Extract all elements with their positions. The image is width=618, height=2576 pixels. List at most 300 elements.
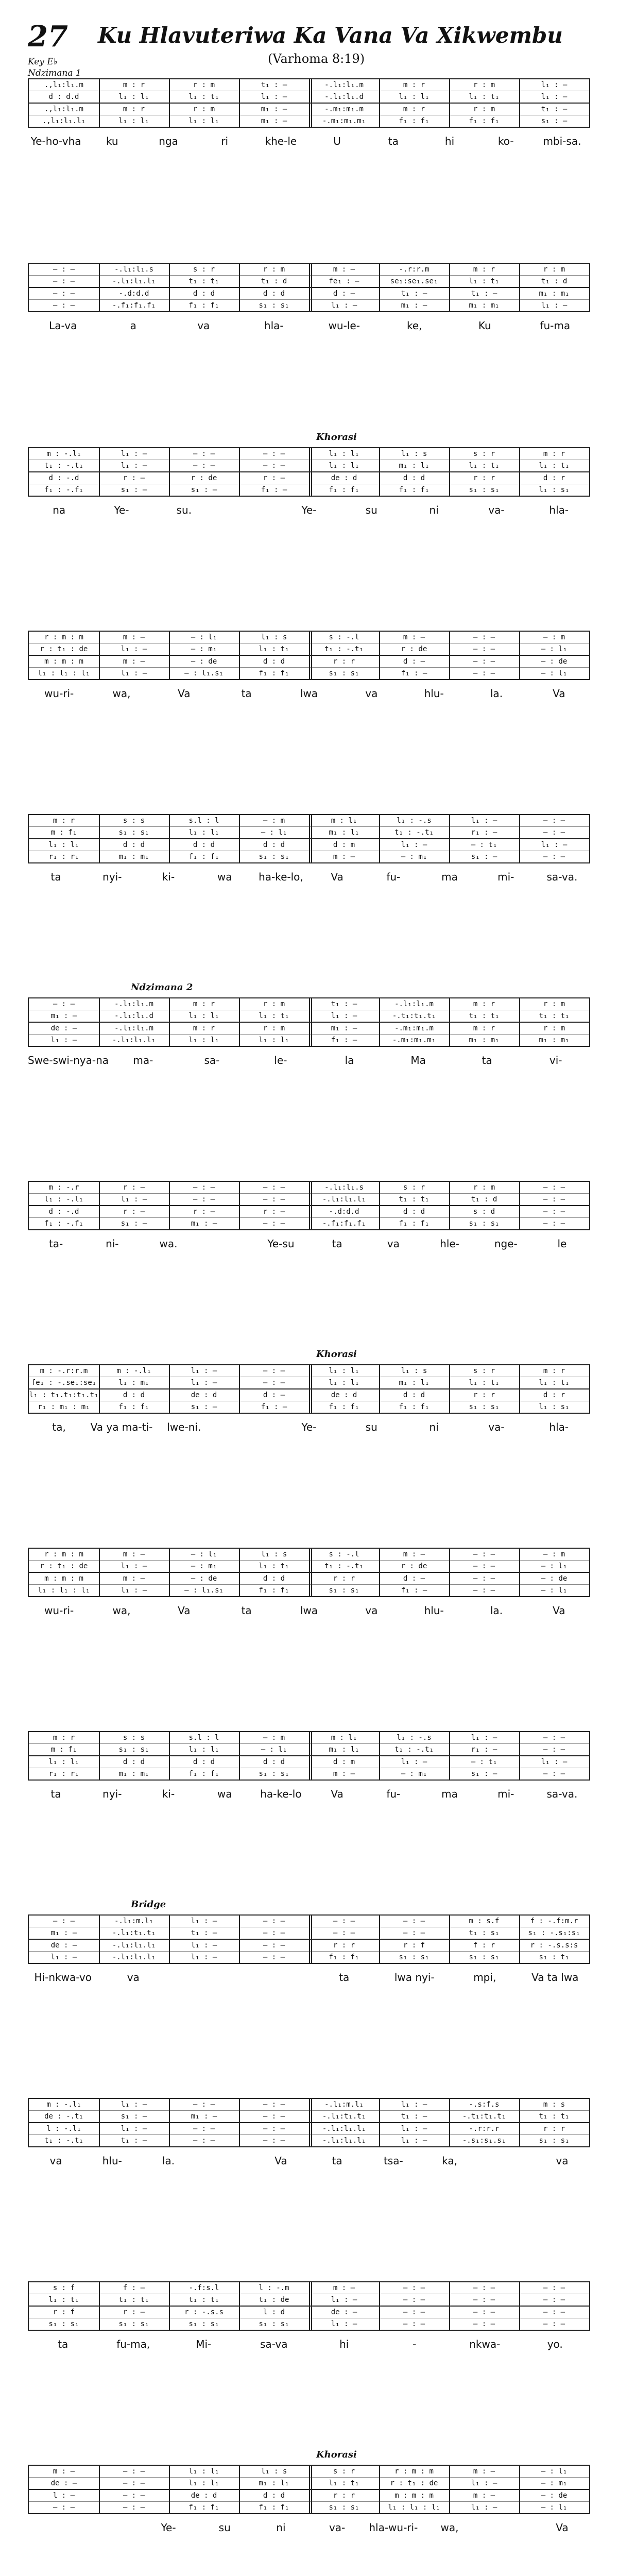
note-cell: l₁ : l₁ [188, 2479, 219, 2487]
note-cell: f₁ : f₁ [399, 117, 430, 125]
section-label: Khorasi [316, 1349, 357, 1360]
note-cell: f₁ : f₁ [469, 117, 500, 125]
lyrics-line [28, 135, 590, 147]
note-cell: r : m [263, 1024, 285, 1032]
sol-fa-staff [28, 1731, 590, 1781]
lyric-syllable: hlu- [102, 2155, 122, 2167]
lyric-syllable: Va [274, 2155, 287, 2167]
lyric-syllable [215, 504, 278, 516]
note-cell: — : — [263, 1953, 285, 1961]
bar-line [519, 1365, 520, 1413]
lyric-syllable: ta [241, 687, 252, 700]
lyric-syllable: la. [490, 1604, 503, 1617]
note-cell: — : — [403, 2284, 425, 2292]
lyric-syllable: wu-ri- [44, 687, 74, 700]
note-cell: l₁ : — [191, 1367, 217, 1375]
lyric-syllable: ma [441, 1788, 458, 1800]
lyric-syllable: ta [482, 1054, 492, 1066]
note-cell: m : — [53, 2467, 75, 2476]
note-cell: -.l₁:l₁.l₁ [322, 2137, 366, 2145]
note-cell: f₁ : f₁ [399, 1403, 430, 1411]
sol-fa-staff [28, 997, 590, 1047]
note-cell: -.l₁:l₁.d [324, 93, 364, 101]
note-cell: t₁ : — [191, 1929, 217, 1937]
lyric-syllable: yo. [547, 2338, 563, 2350]
note-cell: m₁ : — [50, 1929, 77, 1937]
note-cell: — : — [473, 2308, 495, 2316]
bar-line [449, 1732, 450, 1780]
note-cell: — : — [473, 2296, 495, 2304]
note-cell: f₁ : -.f₁ [44, 1219, 83, 1228]
note-cell: — : — [543, 2320, 565, 2328]
note-cell: l₁ : l₁ [259, 1036, 289, 1044]
note-cell: de : — [50, 2479, 77, 2487]
note-cell: r₁ : — [471, 1745, 497, 1754]
note-cell: t₁ : — [331, 1000, 357, 1008]
music-system [28, 814, 590, 883]
bar-line [309, 1549, 312, 1596]
note-cell: f₁ : f₁ [259, 2503, 289, 2512]
note-cell: m : l₁ [331, 1734, 357, 1742]
note-cell: f₁ : f₁ [399, 486, 430, 494]
section-label: Khorasi [316, 2449, 357, 2460]
note-cell: — : — [53, 277, 75, 285]
bar-line [519, 2099, 520, 2146]
note-cell: l : — [53, 2492, 75, 2500]
note-cell: r : t₁ : de [40, 645, 88, 653]
note-cell: s₁ : t₁ [539, 1953, 570, 1961]
note-cell: t₁ : d [261, 277, 287, 285]
note-cell: l₁ : l₁ [188, 1012, 219, 1020]
note-cell: l₁ : l₁ [188, 1745, 219, 1754]
lyric-syllable: su [365, 504, 377, 516]
bar-line [449, 998, 450, 1046]
sol-fa-staff [28, 263, 590, 312]
bar-line [379, 815, 380, 862]
bar-line [519, 448, 520, 496]
bar-line [519, 264, 520, 311]
lyric-syllable: ta [241, 1604, 252, 1617]
music-system [28, 631, 590, 700]
note-cell: r : r [543, 2125, 565, 2133]
note-cell: t₁ : t₁ [539, 1012, 570, 1020]
note-cell: s : -.l [329, 1550, 359, 1558]
note-cell: m : r [193, 1000, 215, 1008]
note-cell: t₁ : -.t₁ [394, 828, 434, 837]
bar-line [519, 2282, 520, 2330]
bar-line [449, 1916, 450, 1963]
bar-line [519, 815, 520, 862]
note-cell: m : r [123, 105, 145, 113]
lyric-syllable: wu-le- [328, 319, 360, 332]
note-cell: s : d [473, 1208, 495, 1216]
lyric-syllable: lwe-ni. [167, 1421, 201, 1433]
note-cell: — : l₁ [191, 633, 217, 641]
note-cell: -.l₁:l₁.l₁ [112, 1953, 156, 1961]
note-cell: l₁ : — [541, 301, 568, 310]
note-cell: l₁ : l₁ [118, 93, 149, 101]
bar-line [169, 815, 170, 862]
note-cell: t₁ : — [261, 81, 287, 89]
lyric-syllable: ta [332, 2155, 342, 2167]
bar-line [449, 1549, 450, 1596]
lyric-syllable: fu- [386, 871, 401, 883]
note-cell: — : m [263, 817, 285, 825]
lyric-syllable: Va [553, 687, 565, 700]
note-cell: de : d [191, 2492, 217, 2500]
bar-line [99, 2466, 100, 2513]
note-cell: s₁ : s₁ [469, 486, 500, 494]
note-cell: r₁ : — [471, 828, 497, 837]
note-cell: d : — [333, 290, 355, 298]
note-cell: — : — [193, 450, 215, 458]
note-cell: s : r [403, 1183, 425, 1192]
note-cell: l₁ : — [121, 645, 147, 653]
note-cell: l₁ : — [401, 2100, 427, 2109]
note-cell: l₁ : — [331, 2296, 357, 2304]
note-cell: — : — [543, 1770, 565, 1778]
note-cell: r : m [543, 265, 565, 274]
lyric-syllable: hle- [440, 1238, 459, 1250]
note-cell: s₁ : — [471, 1770, 497, 1778]
lyrics-line [28, 2155, 590, 2167]
note-cell: — : m₁ [191, 645, 217, 653]
note-cell: -.m₁:m₁.m [324, 105, 364, 113]
note-cell: m₁ : — [191, 1219, 217, 1228]
note-cell: l₁ : t₁ [469, 1379, 500, 1387]
note-cell: f₁ : — [401, 669, 427, 677]
scripture-subtitle: (Varhoma 8:19) [268, 52, 365, 66]
note-cell: s₁ : — [121, 1219, 147, 1228]
note-cell: l₁ : — [191, 1379, 217, 1387]
hymn-title: Ku Hlavuteriwa Ka Vana Va Xikwembu [98, 23, 563, 48]
note-cell: d : d [193, 841, 215, 849]
lyric-syllable: va [127, 1971, 140, 1984]
note-cell: m : f₁ [50, 828, 77, 837]
bar-line [169, 1182, 170, 1229]
note-cell: l₁ : — [331, 1012, 357, 1020]
lyric-syllable: ha-ke-lo, [259, 871, 303, 883]
bar-line [309, 815, 312, 862]
lyric-syllable: a [130, 319, 136, 332]
note-cell: t₁ : t₁ [188, 277, 219, 285]
lyric-syllable: Mi- [196, 2338, 212, 2350]
note-cell: — : — [403, 1917, 425, 1925]
note-cell: se₁:se₁.se₁ [390, 277, 438, 285]
note-cell: l₁ : l₁ [188, 1036, 219, 1044]
note-cell: d : d [123, 841, 145, 849]
lyric-syllable: va- [488, 504, 505, 516]
note-cell: l₁ : t₁ [259, 1012, 289, 1020]
lyrics-line [28, 871, 590, 883]
note-cell: t₁ : — [541, 105, 568, 113]
note-cell: m₁ : m₁ [118, 1770, 149, 1778]
note-cell: l₁ : t₁.t₁:t₁.t₁ [29, 1391, 99, 1399]
note-cell: — : m₁ [401, 1770, 427, 1778]
note-cell: — : — [543, 817, 565, 825]
bar-line [449, 2466, 450, 2513]
note-cell: — : — [263, 1379, 285, 1387]
note-cell: — : — [473, 1562, 495, 1570]
bar-line [169, 79, 170, 127]
lyric-syllable: va [197, 319, 210, 332]
lyric-syllable: ta- [48, 1238, 63, 1250]
note-cell: s₁ : s₁ [539, 2137, 570, 2145]
bar-line [379, 1732, 380, 1780]
music-system [28, 1899, 590, 1984]
note-cell: — : de [541, 1574, 568, 1583]
note-cell: — : l₁ [261, 1745, 287, 1754]
note-cell: l₁ : l₁ : l₁ [38, 1586, 90, 1595]
note-cell: -.l₁:l₁.l₁ [112, 1036, 156, 1044]
lyrics-line [28, 2338, 590, 2350]
note-cell: — : — [543, 1208, 565, 1216]
lyric-syllable: La-va [49, 319, 77, 332]
note-cell: de : — [50, 1024, 77, 1032]
note-cell: r₁ : r₁ [48, 853, 79, 861]
sol-fa-staff [28, 631, 590, 680]
note-cell: -.l₁:l₁.m [394, 1000, 434, 1008]
note-cell: m₁ : — [50, 1012, 77, 1020]
note-cell: s : r [473, 1367, 495, 1375]
music-system [28, 1731, 590, 1800]
lyric-syllable [478, 2521, 534, 2534]
note-cell: -.l₁:l₁.m [324, 81, 364, 89]
lyric-syllable: la. [490, 687, 503, 700]
bar-line [309, 264, 312, 311]
bar-line [309, 998, 312, 1046]
note-cell: m₁ : — [401, 301, 427, 310]
note-cell: m : l₁ [331, 817, 357, 825]
note-cell: s₁ : — [191, 1403, 217, 1411]
note-cell: — : — [123, 2479, 145, 2487]
bar-line [169, 2466, 170, 2513]
note-cell: t₁ : -.t₁ [324, 645, 364, 653]
lyric-syllable: hla- [549, 504, 569, 516]
lyric-syllable: hla- [549, 1421, 569, 1433]
note-cell: l₁ : l₁ [188, 828, 219, 837]
bar-line [169, 1916, 170, 1963]
note-cell: — : — [53, 290, 75, 298]
note-cell: -.f:s.l [188, 2284, 219, 2292]
lyric-syllable: nyi- [102, 1788, 122, 1800]
note-cell: r : m [263, 1000, 285, 1008]
lyric-syllable: fu- [386, 1788, 401, 1800]
note-cell: m₁ : l₁ [399, 1379, 430, 1387]
note-cell: l : -.m [259, 2284, 289, 2292]
lyric-syllable: Va [178, 687, 191, 700]
lyrics-line [28, 1238, 590, 1250]
note-cell: — : — [473, 2284, 495, 2292]
note-cell: — : — [263, 1183, 285, 1192]
note-cell: — : — [263, 1917, 285, 1925]
note-cell: l₁ : — [401, 2137, 427, 2145]
bar-line [99, 998, 100, 1046]
note-cell: s₁ : s₁ [329, 669, 359, 677]
note-cell: s : -.l [329, 633, 359, 641]
lyric-syllable: Va ta lwa [531, 1971, 579, 1984]
bar-line [239, 448, 240, 496]
note-cell: — : — [123, 2492, 145, 2500]
note-cell: m : — [333, 853, 355, 861]
lyrics-line [28, 1604, 590, 1617]
note-cell: — : — [263, 1941, 285, 1950]
note-cell: l₁ : — [331, 301, 357, 310]
bar-line [169, 1365, 170, 1413]
note-cell: d : d [263, 2492, 285, 2500]
note-cell: r : m [543, 1024, 565, 1032]
bar-line [169, 448, 170, 496]
note-cell: t₁ : -.t₁ [44, 2137, 83, 2145]
note-cell: l₁ : — [541, 81, 568, 89]
lyrics-line [28, 2521, 590, 2534]
lyric-syllable: ta [388, 135, 399, 147]
note-cell: m₁ : l₁ [329, 1745, 359, 1754]
note-cell: r : f [53, 2308, 75, 2316]
lyric-syllable: tsa- [383, 2155, 403, 2167]
bar-line [99, 2099, 100, 2146]
lyric-syllable: ri [221, 135, 229, 147]
note-cell: — : — [473, 1574, 495, 1583]
bar-line [379, 1549, 380, 1596]
section-label: Bridge [131, 1899, 166, 1910]
note-cell: — : — [53, 301, 75, 310]
bar-line [519, 2466, 520, 2513]
lyric-syllable: sa-va [260, 2338, 288, 2350]
note-cell: -.l₁:l₁.l₁ [112, 277, 156, 285]
lyrics-line [28, 1421, 590, 1433]
note-cell: d : — [263, 1391, 285, 1399]
note-cell: — : l₁ [541, 645, 568, 653]
note-cell: — : — [193, 462, 215, 470]
note-cell: — : de [541, 657, 568, 666]
lyric-syllable: vi- [549, 1054, 562, 1066]
note-cell: l₁ : — [121, 669, 147, 677]
bar-line [379, 2282, 380, 2330]
bar-line [309, 1182, 312, 1229]
note-cell: t₁ : t₁ [539, 2112, 570, 2121]
note-cell: — : — [263, 1219, 285, 1228]
note-cell: — : l₁ [541, 669, 568, 677]
note-cell: — : — [473, 1550, 495, 1558]
note-cell: -.l₁:m.l₁ [324, 2100, 364, 2109]
note-cell: l₁ : t₁ [469, 462, 500, 470]
note-cell: — : — [123, 2467, 145, 2476]
lyric-syllable: va [365, 1604, 378, 1617]
bar-line [379, 2099, 380, 2146]
note-cell: — : — [263, 2112, 285, 2121]
note-cell: — : m [543, 633, 565, 641]
lyric-syllable [197, 1238, 253, 1250]
note-cell: s₁ : -.s₁:s₁ [528, 1929, 580, 1937]
note-cell: l : -.l₁ [46, 2125, 81, 2133]
note-cell: — : — [543, 1195, 565, 1204]
note-cell: s₁ : s₁ [329, 2503, 359, 2512]
bar-line [449, 2282, 450, 2330]
bar-line [99, 2282, 100, 2330]
bar-line [239, 1549, 240, 1596]
note-cell: m : — [123, 657, 145, 666]
note-cell: m : r [193, 1024, 215, 1032]
bar-line [449, 264, 450, 311]
note-cell: r : — [263, 474, 285, 482]
note-cell: — : t₁ [471, 841, 497, 849]
bar-line [519, 79, 520, 127]
note-cell: l₁ : — [261, 93, 287, 101]
lyric-syllable [84, 2521, 140, 2534]
note-cell: -.f₁:f₁.f₁ [322, 1219, 366, 1228]
note-cell: r : -.s.s [184, 2308, 224, 2316]
music-system [28, 982, 590, 1066]
lyric-syllable: mi- [497, 1788, 514, 1800]
note-cell: de : d [331, 1391, 357, 1399]
note-cell: r : m : m [394, 2467, 434, 2476]
note-cell: — : — [263, 2125, 285, 2133]
music-system [28, 432, 590, 516]
lyric-syllable [168, 1971, 239, 1984]
note-cell: — : l₁ [541, 2467, 568, 2476]
note-cell: m : r [473, 1000, 495, 1008]
section-label: Khorasi [316, 432, 357, 443]
note-cell: d : m [333, 1758, 355, 1766]
note-cell: m₁ : l₁ [329, 828, 359, 837]
note-cell: m : s [543, 2100, 565, 2109]
note-cell: -.l₁:l₁.d [114, 1012, 153, 1020]
note-cell: — : de [191, 1574, 217, 1583]
note-cell: r : m [473, 105, 495, 113]
note-cell: m : r [403, 105, 425, 113]
note-cell: -.l₁:l₁.l₁ [322, 1195, 366, 1204]
note-cell: m : — [333, 2284, 355, 2292]
note-cell: — : l₁ [541, 1562, 568, 1570]
lyric-syllable: mpi, [473, 1971, 496, 1984]
lyric-syllable: lwa nyi- [394, 1971, 435, 1984]
note-cell: -.l₁:l₁.m [114, 1024, 153, 1032]
note-cell: r : de [401, 645, 427, 653]
note-cell: f₁ : f₁ [329, 1953, 359, 1961]
note-cell: r : r [473, 474, 495, 482]
sol-fa-staff [28, 814, 590, 863]
note-cell: s₁ : — [471, 853, 497, 861]
lyric-syllable: fu-ma [540, 319, 571, 332]
verse-label: Ndzimana 1 [28, 68, 81, 78]
note-cell: f : -.f:m.r [530, 1917, 578, 1925]
bar-line [379, 1182, 380, 1229]
lyric-syllable: hla- [264, 319, 284, 332]
note-cell: r : t₁ : de [390, 2479, 438, 2487]
note-cell: -.l₁:t₁.t₁ [322, 2112, 366, 2121]
note-cell: — : — [543, 1183, 565, 1192]
lyric-syllable: su. [176, 504, 192, 516]
note-cell: l₁ : — [121, 1195, 147, 1204]
lyric-syllable: ta [339, 1971, 350, 1984]
lyric-syllable: Hi-nkwa-vo [34, 1971, 92, 1984]
sol-fa-staff [28, 78, 590, 128]
note-cell: d : d [263, 657, 285, 666]
lyric-syllable: va [387, 1238, 400, 1250]
note-cell: r : m [193, 81, 215, 89]
note-cell: — : — [403, 2320, 425, 2328]
bar-line [379, 264, 380, 311]
lyric-syllable: mi- [497, 871, 514, 883]
note-cell: f₁ : f₁ [259, 669, 289, 677]
note-cell: l₁ : — [471, 2503, 497, 2512]
note-cell: l₁ : l₁ [188, 2467, 219, 2476]
note-cell: d : — [403, 1574, 425, 1583]
note-cell: d : d [193, 290, 215, 298]
bar-line [239, 1182, 240, 1229]
note-cell: — : — [263, 450, 285, 458]
